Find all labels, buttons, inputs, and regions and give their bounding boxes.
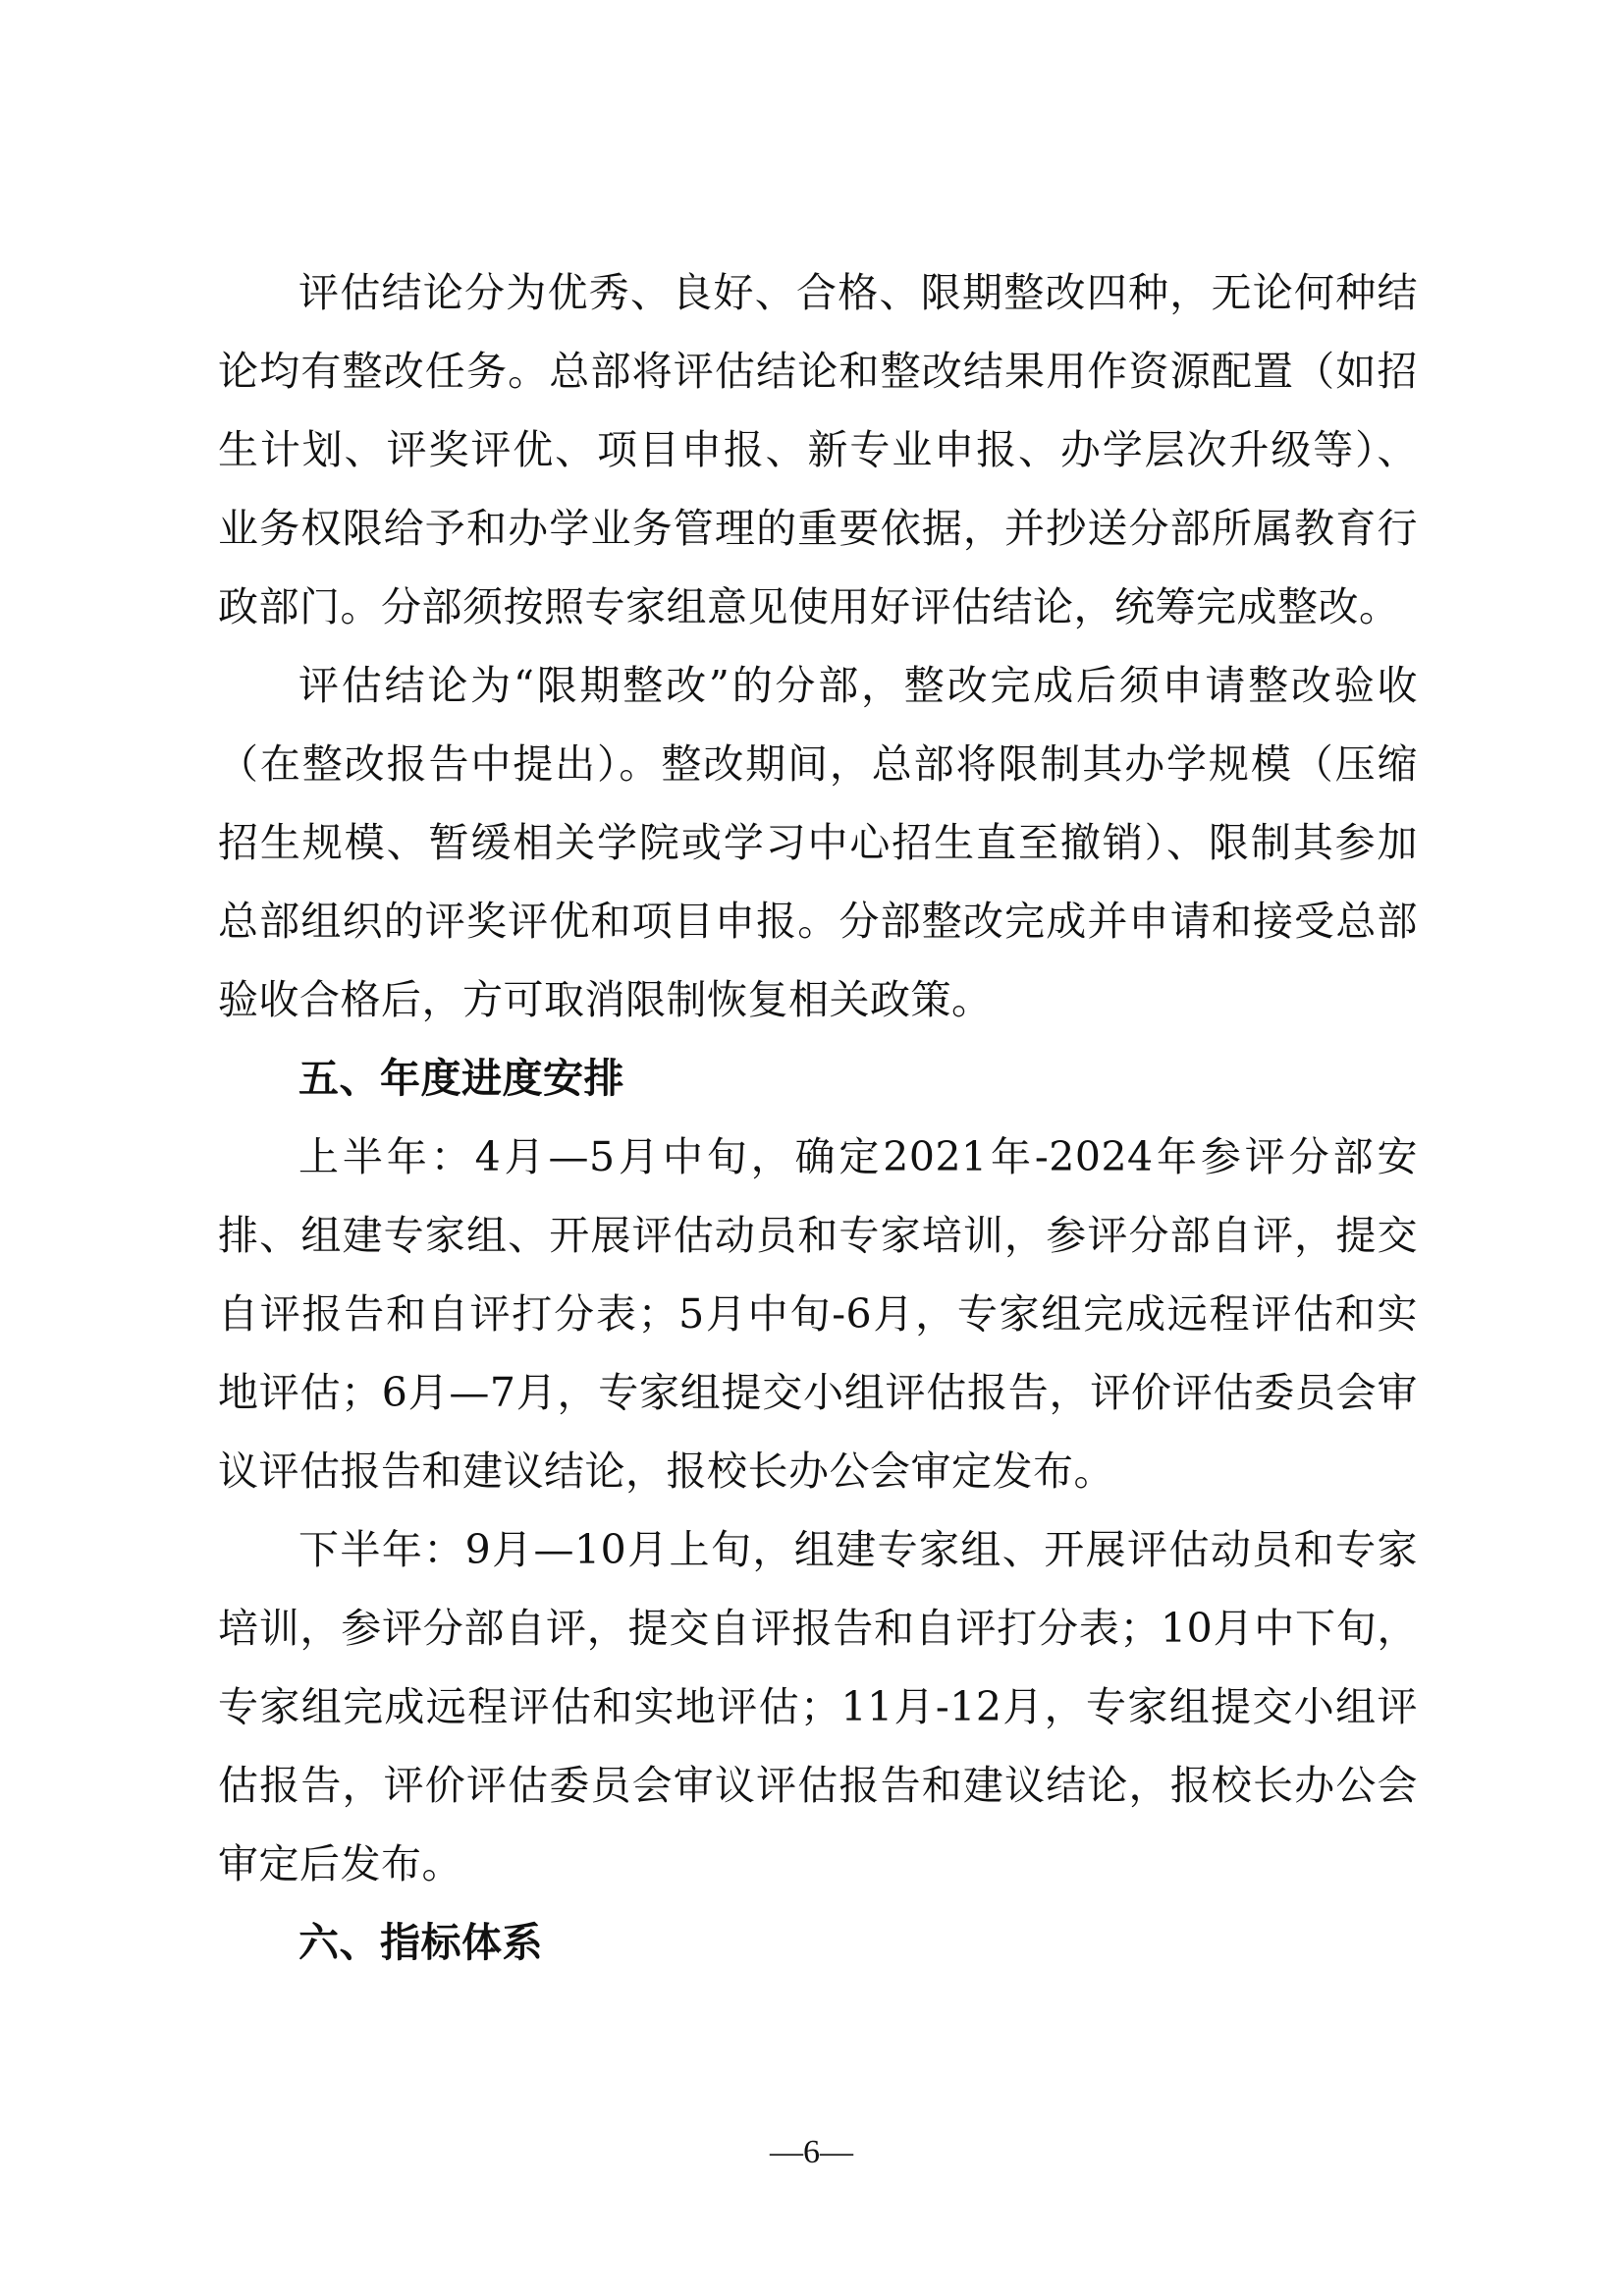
paragraph-rectification-period: 评估结论为“限期整改”的分部，整改完成后须申请整改验收（在整改报告中提出）。整改期间，总部将限制其办学规模（压缩招生规模、暂缓相关学院或学习中心招生直至撤销）、限制其参加总部组织的评奖评优和项目申报。分部整改完成并申请和接受总部验收合格后，方可取消限制恢复相关政策。 <box>218 662 1418 1023</box>
page-number: —6— <box>770 2134 853 2170</box>
section-heading-indicator-system: 六、指标体系 <box>298 1919 543 1966</box>
document-body <box>218 253 1418 1982</box>
paragraph-second-half-year: 下半年：9月—10月上旬，组建专家组、开展评估动员和专家培训，参评分部自评，提交自评报告和自评打分表；10月中下旬，专家组完成远程评估和实地评估；11月-12月，专家组提交小组评估报告，评价评估委员会审议评估报告和建议结论，报校长办公会审定后发布。 <box>218 1526 1418 1887</box>
section-heading-annual-schedule: 五、年度进度安排 <box>298 1055 624 1102</box>
paragraph-evaluation-conclusion: 评估结论分为优秀、良好、合格、限期整改四种，无论何种结论均有整改任务。总部将评估结论和整改结果用作资源配置（如招生计划、评奖评优、项目申报、新专业申报、办学层次升级等）、业务权限给予和办学业务管理的重要依据，并抄送分部所属教育行政部门。分部须按照专家组意见使用好评估结论，统筹完成整改。 <box>218 269 1418 630</box>
paragraph-first-half-year: 上半年：4月—5月中旬，确定2021年-2024年参评分部安排、组建专家组、开展评估动员和专家培训，参评分部自评，提交自评报告和自评打分表；5月中旬-6月，专家组完成远程评估和实地评估；6月—7月，专家组提交小组评估报告，评价评估委员会审议评估报告和建议结论，报校长办公会审定发布。 <box>218 1133 1418 1495</box>
